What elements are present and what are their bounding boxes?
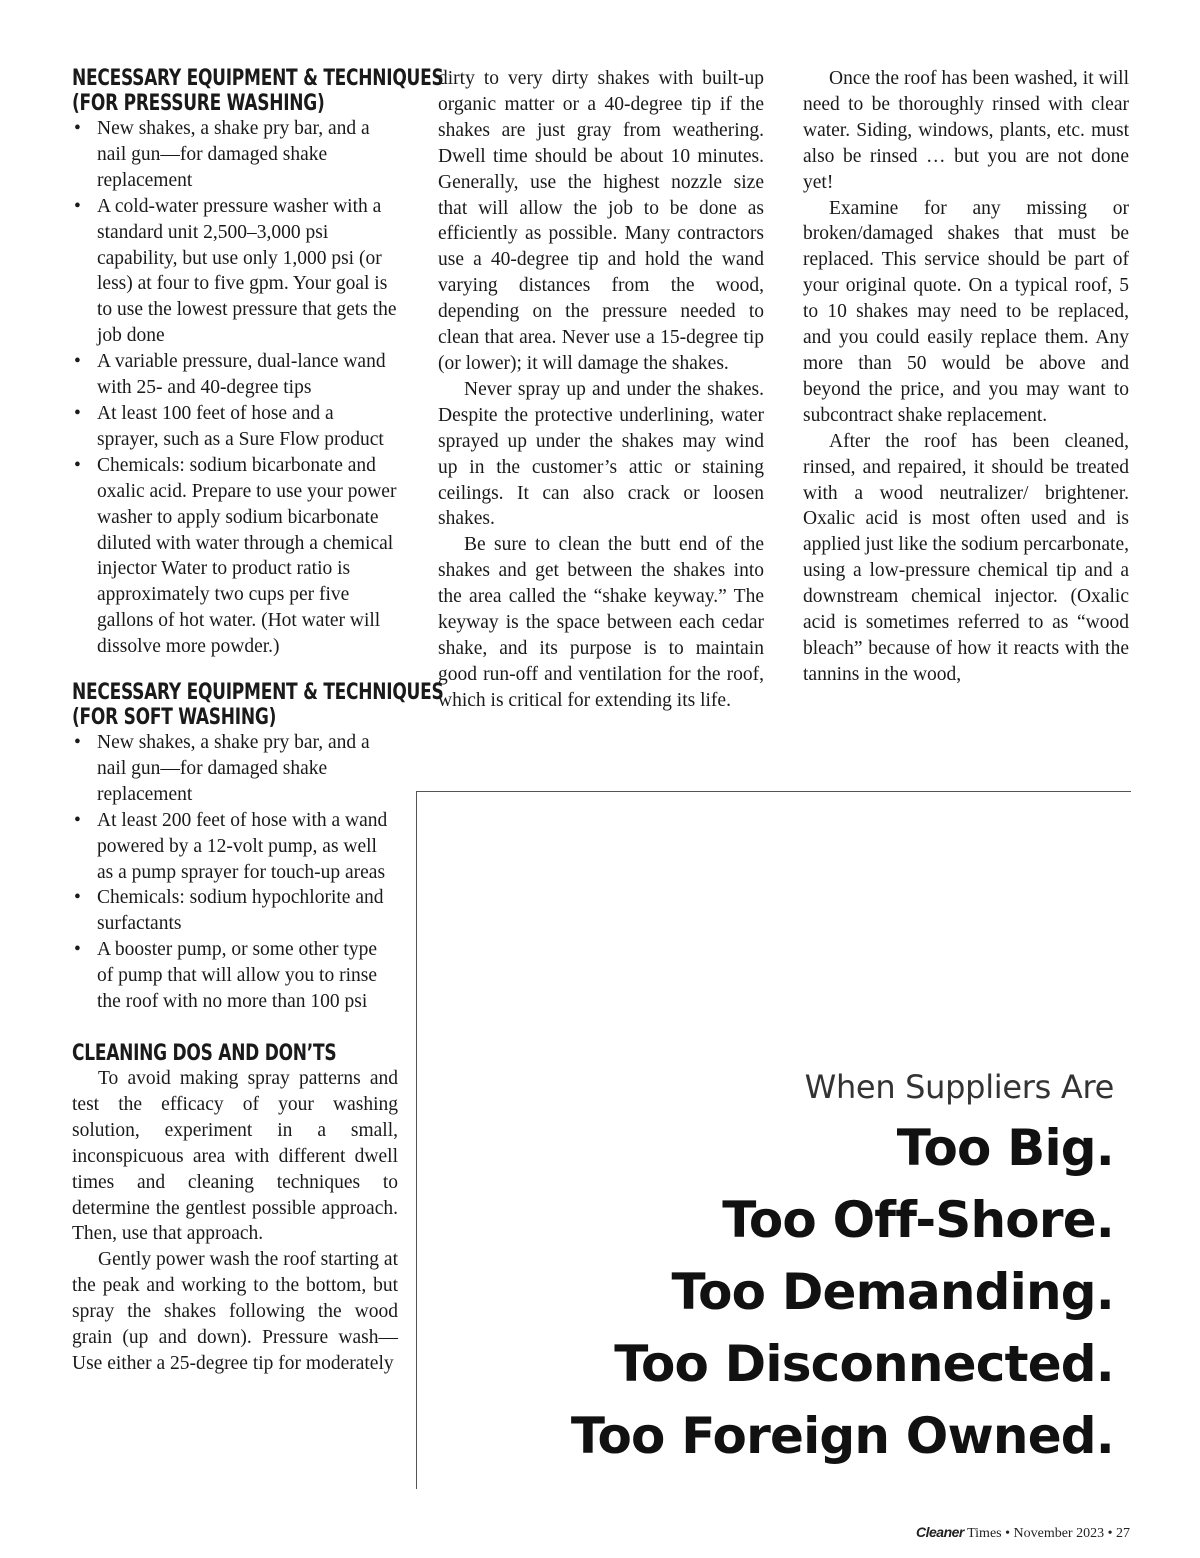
ad-headline-line: Too Demanding. bbox=[671, 1263, 1114, 1321]
list-item: • At least 100 feet of hose and a sprayer, such as a Sure Flow product bbox=[72, 401, 398, 453]
page-footer bbox=[916, 1524, 1130, 1542]
heading-line: NECESSARY EQUIPMENT & TECHNIQUES bbox=[72, 680, 444, 706]
advertisement bbox=[571, 1062, 1114, 1472]
ad-intro-line: When Suppliers Are bbox=[804, 1068, 1114, 1106]
soft-washing-list bbox=[72, 730, 398, 1015]
heading-line: NECESSARY EQUIPMENT & TECHNIQUES bbox=[72, 66, 444, 91]
column-1 bbox=[72, 66, 444, 1377]
list-item: • At least 200 feet of hose with a wand powered by a 12-volt pump, as well as a pump sprayer for touch-up areas bbox=[72, 808, 398, 886]
list-item: • New shakes, a shake pry bar, and a nail gun—for damaged shake replacement bbox=[72, 116, 398, 194]
paragraph: To avoid making spray patterns and test the efficacy of your washing solution, experiment in a small, inconspicuous area with different dwell times and cleaning techniques to determine the gentlest possible approach. Then, use that approach. bbox=[72, 1068, 398, 1245]
ad-headline-line: Too Big. bbox=[896, 1119, 1114, 1177]
ad-headline-line: Too Off-Shore. bbox=[722, 1191, 1114, 1249]
heading-soft-washing bbox=[72, 680, 444, 731]
footer-text: Times • November 2023 • 27 bbox=[963, 1526, 1130, 1541]
list-item: • Chemicals: sodium bicarbonate and oxalic acid. Prepare to use your power washer to apply sodium bicarbonate diluted with water through a chemical injector Water to product ratio is approximately two cups per five gallons of hot water. (Hot water will dissolve more powder.) bbox=[72, 453, 398, 660]
column-3 bbox=[803, 66, 1129, 688]
list-item: • A variable pressure, dual-lance wand with 25- and 40-degree tips bbox=[72, 349, 398, 401]
footer-brand: Cleaner bbox=[916, 1524, 964, 1540]
paragraph: Examine for any missing or broken/damaged shakes that must be replaced. This service should be part of your original quote. On a typical roof, 5 to 10 shakes may need to be replaced, and you could easily replace them. Any more than 50 would be above and beyond the price, and you may want to subcontract shake replacement. bbox=[803, 197, 1129, 426]
list-item: • New shakes, a shake pry bar, and a nail gun—for damaged shake replacement bbox=[72, 730, 398, 808]
heading-pressure-washing bbox=[72, 66, 444, 116]
paragraph: Once the roof has been washed, it will need to be thoroughly rinsed with clear water. Siding, windows, plants, etc. must also be rinsed … but you are not done yet! bbox=[803, 68, 1129, 193]
pressure-washing-list bbox=[72, 116, 398, 660]
dos-donts-body bbox=[72, 1066, 398, 1377]
list-item: • Chemicals: sodium hypochlorite and surfactants bbox=[72, 885, 398, 937]
heading-cleaning-dos-donts: CLEANING DOS AND DON’TS bbox=[72, 1041, 337, 1066]
ad-headline-line: Too Disconnected. bbox=[614, 1335, 1114, 1393]
paragraph: Gently power wash the roof starting at the peak and working to the bottom, but spray the shakes following the wood grain (up and down). Pressure wash—Use either a 25-degree tip for moderately bbox=[72, 1249, 399, 1374]
paragraph: After the roof has been cleaned, rinsed, and repaired, it should be treated with a wood neutralizer/ brightener. Oxalic acid is most often used and is applied just like the sodium percarbonate, using a low-pressure chemical tip and a downstream chemical injector. (Oxalic acid is sometimes referred to as “wood bleach” because of how it reacts with the tannins in the wood, bbox=[803, 430, 1129, 685]
ad-headline-line: Too Foreign Owned. bbox=[570, 1407, 1114, 1465]
paragraph: Be sure to clean the butt end of the shakes and get between the shakes into the area called the “shake keyway.” The keyway is the space between each cedar shake, and its purpose is to maintain good run-off and ventilation for the roof, which is critical for extending its life. bbox=[438, 534, 764, 711]
column-2 bbox=[438, 66, 764, 714]
heading-line: (FOR SOFT WASHING) bbox=[72, 705, 277, 731]
heading-line: (FOR PRESSURE WASHING) bbox=[72, 91, 325, 116]
paragraph: dirty to very dirty shakes with built-up organic matter or a 40-degree tip if the shakes are just gray from weathering. Dwell time should be about 10 minutes. Generally, use the highest nozzle size that will allow the job to be done as efficiently as possible. Many contractors use a 40-degree tip and hold the wand varying distances from the wood, depending on the pressure needed to clean that area. Never use a 15-degree tip (or lower); it will damage the shakes. bbox=[438, 68, 764, 374]
list-item: • A cold-water pressure washer with a standard unit 2,500–3,000 psi capability, but use only 1,000 psi (or less) at four to five gpm. Your goal is to use the lowest pressure that gets the job done bbox=[72, 194, 398, 349]
list-item: • A booster pump, or some other type of pump that will allow you to rinse the roof with no more than 100 psi bbox=[72, 937, 398, 1015]
paragraph: Never spray up and under the shakes. Despite the protective underlining, water sprayed up under the shakes may wind up in the customer’s attic or staining ceilings. It can also crack or loosen shakes. bbox=[438, 378, 764, 530]
